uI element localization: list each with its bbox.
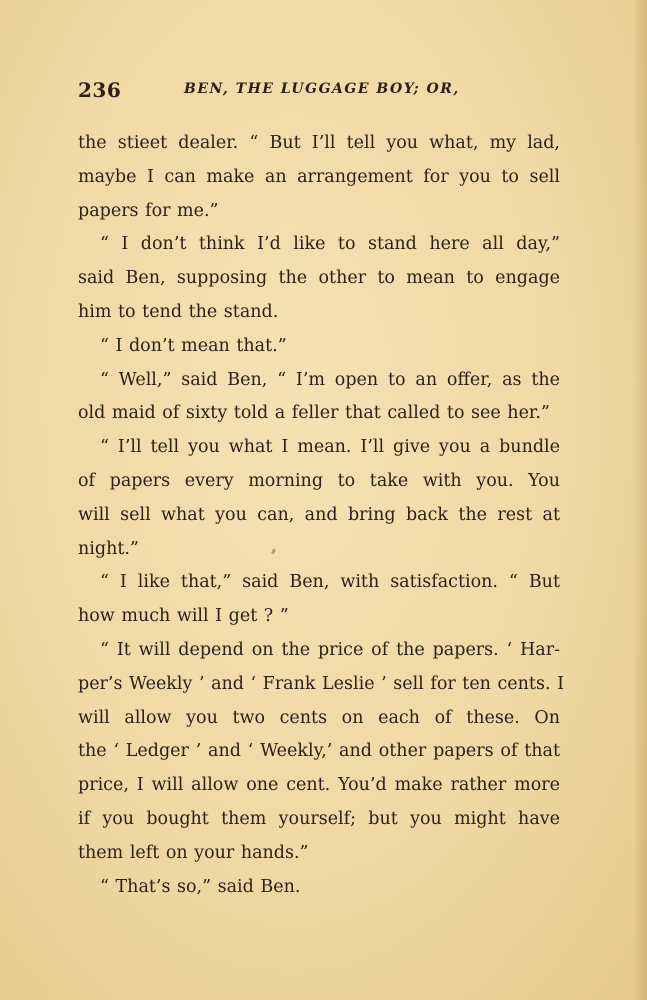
text-line: how much will I get ? ”	[78, 606, 289, 627]
text-line: the ‘ Ledger ’ and ‘ Weekly,’ and other papers of that	[78, 741, 560, 762]
text-line: him to tend the stand.	[78, 301, 279, 322]
text-line: old maid of sixty told a feller that called to see her.”	[78, 403, 550, 424]
page-edge-shadow	[633, 0, 647, 1000]
page-number: 236	[78, 78, 122, 102]
body-text	[78, 127, 564, 904]
text-line: will allow you two cents on each of these. On	[78, 707, 560, 728]
text-line: said Ben, supposing the other to mean to engage	[78, 268, 560, 289]
text-line: the stieet dealer. “ But I’ll tell you what, my lad,	[78, 133, 560, 153]
running-head: BEN, THE LUGGAGE BOY; OR,	[184, 81, 460, 97]
text-line: them left on your hands.”	[78, 842, 309, 863]
text-line: will sell what you can, and bring back the rest at	[78, 504, 560, 525]
text-line: “ I like that,” said Ben, with satisfaction. “ But	[100, 572, 560, 593]
text-line: if you bought them yourself; but you might have	[78, 808, 560, 829]
text-line: night.”	[78, 538, 139, 559]
text-line: “ That’s so,” said Ben.	[100, 876, 301, 897]
text-line: price, I will allow one cent. You’d make rather more	[78, 775, 560, 796]
page-header	[78, 78, 560, 104]
text-line: “ I don’t think I’d like to stand here all day,”	[100, 234, 560, 255]
text-line: “ It will depend on the price of the papers. ‘ Har-	[100, 639, 560, 660]
text-line: per’s Weekly ’ and ‘ Frank Leslie ’ sell for ten cents. I	[78, 673, 564, 694]
text-line: maybe I can make an arrangement for you to sell	[78, 166, 560, 187]
text-line: “ Well,” said Ben, “ I’m open to an offer, as the	[100, 369, 560, 390]
text-line: “ I don’t mean that.”	[100, 335, 287, 356]
text-line: of papers every morning to take with you. You	[78, 470, 560, 491]
text-line: “ I’ll tell you what I mean. I’ll give you a bundle	[100, 437, 560, 458]
text-line: papers for me.”	[78, 200, 219, 221]
